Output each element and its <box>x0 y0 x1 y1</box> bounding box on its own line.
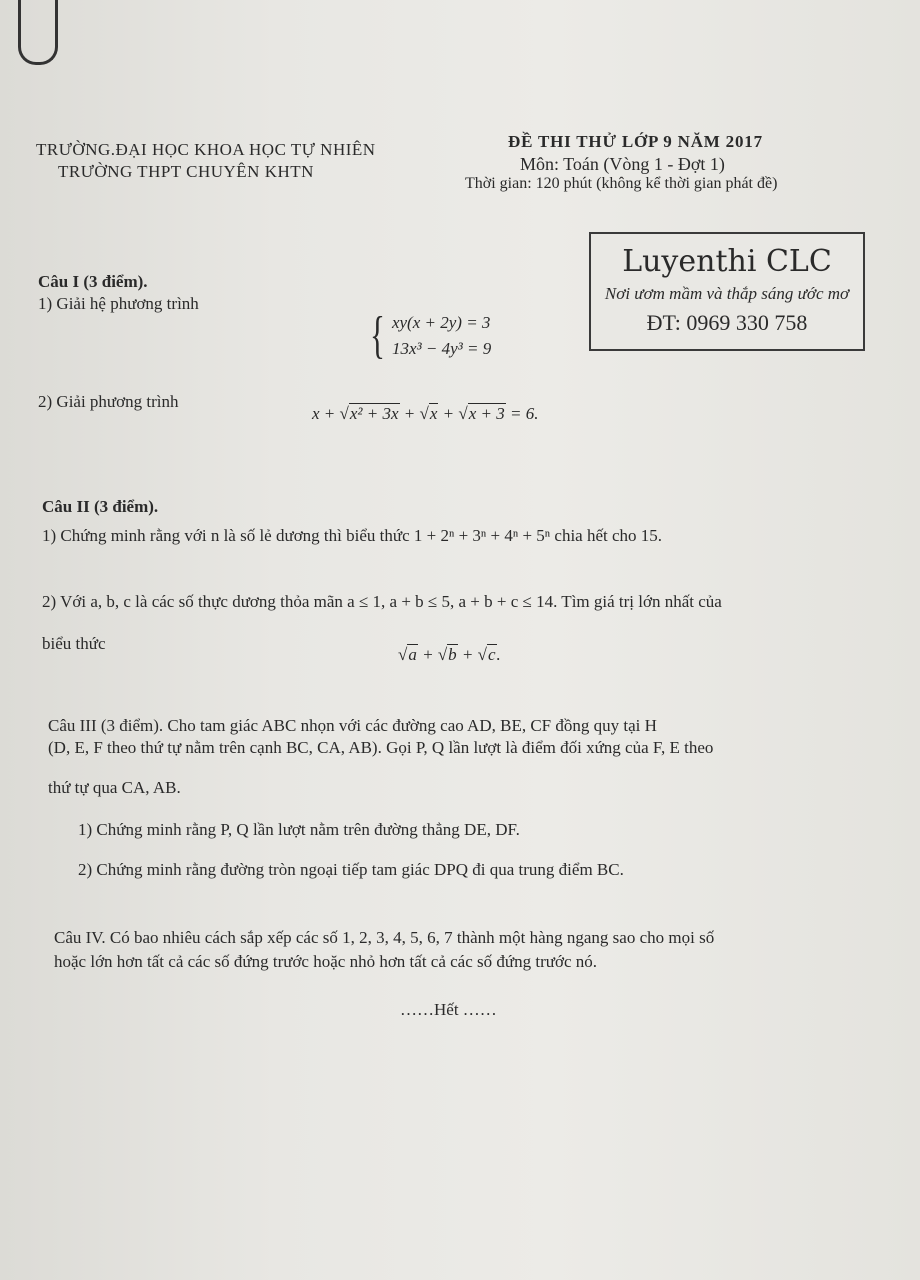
expr-part: + <box>457 645 478 664</box>
eq3-radicand-2: x <box>429 404 438 423</box>
eq3-part: x + <box>312 404 340 423</box>
q4-line2: hoặc lớn hơn tất cả các số đứng trước hoặc nhỏ hơn tất cả các số đứng trước nó. <box>54 952 597 971</box>
q1-system <box>365 307 492 364</box>
q2-part2b: biểu thức <box>42 634 106 653</box>
sqrt-icon: √ <box>339 404 349 423</box>
expr-part: + <box>417 645 438 664</box>
exam-title: ĐỀ THI THỬ LỚP 9 NĂM 2017 <box>508 132 763 151</box>
expr-part: . <box>496 645 501 664</box>
eq3-part: = 6. <box>505 404 539 423</box>
expr-radicand-c: c <box>488 645 496 664</box>
sqrt-icon: √ <box>398 645 408 664</box>
q2-part1: 1) Chứng minh rằng với n là số lẻ dương thì biểu thức 1 + 2ⁿ + 3ⁿ + 4ⁿ + 5ⁿ chia hết cho 15. <box>42 526 663 545</box>
eq3-part: + <box>399 404 420 423</box>
eq3-radicand-1: x² + 3x <box>349 404 399 423</box>
q1-part1: 1) Giải hệ phương trình <box>38 294 199 313</box>
q3-part2: 2) Chứng minh rằng đường tròn ngoại tiếp tam giác DPQ đi qua trung điểm BC. <box>78 860 624 879</box>
expr-radicand-b: b <box>448 645 457 664</box>
brace-icon: { <box>369 307 385 364</box>
sqrt-icon: √ <box>477 645 487 664</box>
q3-part1: 1) Chứng minh rằng P, Q lần lượt nằm trên đường thẳng DE, DF. <box>78 820 520 839</box>
end-marker: ……Hết …… <box>400 1000 497 1019</box>
stamp-name: Luyenthi CLC <box>622 244 832 279</box>
sqrt-icon: √ <box>458 404 468 423</box>
university-name: TRƯỜNG.ĐẠI HỌC KHOA HỌC TỰ NHIÊN <box>36 140 376 159</box>
q1-title: Câu I (3 điểm). <box>38 272 148 291</box>
q3-line3: thứ tự qua CA, AB. <box>48 778 181 797</box>
sqrt-icon: √ <box>419 404 429 423</box>
q2-part2: 2) Với a, b, c là các số thực dương thỏa mãn a ≤ 1, a + b ≤ 5, a + b + c ≤ 14. Tìm giá trị lớn nhất của <box>42 592 722 611</box>
exam-time: Thời gian: 120 phút (không kể thời gian phát đề) <box>465 175 778 192</box>
exam-subject: Môn: Toán (Vòng 1 - Đợt 1) <box>520 154 725 174</box>
sqrt-icon: √ <box>437 645 448 664</box>
stamp-slogan: Nơi ươm mầm và thắp sáng ước mơ <box>604 284 850 303</box>
q1-eq2: 13x³ − 4y³ = 9 <box>391 339 492 358</box>
q1-eq3 <box>312 404 539 424</box>
stamp-phone: ĐT: 0969 330 758 <box>646 310 808 335</box>
eq3-part: + <box>438 404 459 423</box>
q4-line1: Câu IV. Có bao nhiêu cách sắp xếp các số 1, 2, 3, 4, 5, 6, 7 thành một hàng ngang sao cho mọi số <box>54 928 715 947</box>
paper-clip-icon <box>18 0 58 65</box>
school-name: TRƯỜNG THPT CHUYÊN KHTN <box>58 162 314 181</box>
q2-title: Câu II (3 điểm). <box>42 497 159 516</box>
center-stamp <box>589 232 865 351</box>
q1-eq1: xy(x + 2y) = 3 <box>391 313 491 332</box>
q1-part2: 2) Giải phương trình <box>38 392 179 411</box>
q3-line1: Câu III (3 điểm). Cho tam giác ABC nhọn với các đường cao AD, BE, CF đồng quy tại H <box>48 716 657 735</box>
eq3-radicand-3: x + 3 <box>468 404 505 423</box>
q2-expression <box>398 645 501 665</box>
expr-radicand-a: a <box>408 645 417 664</box>
q3-line2: (D, E, F theo thứ tự nằm trên cạnh BC, CA, AB). Gọi P, Q lần lượt là điểm đối xứng của F, E theo <box>48 738 714 757</box>
